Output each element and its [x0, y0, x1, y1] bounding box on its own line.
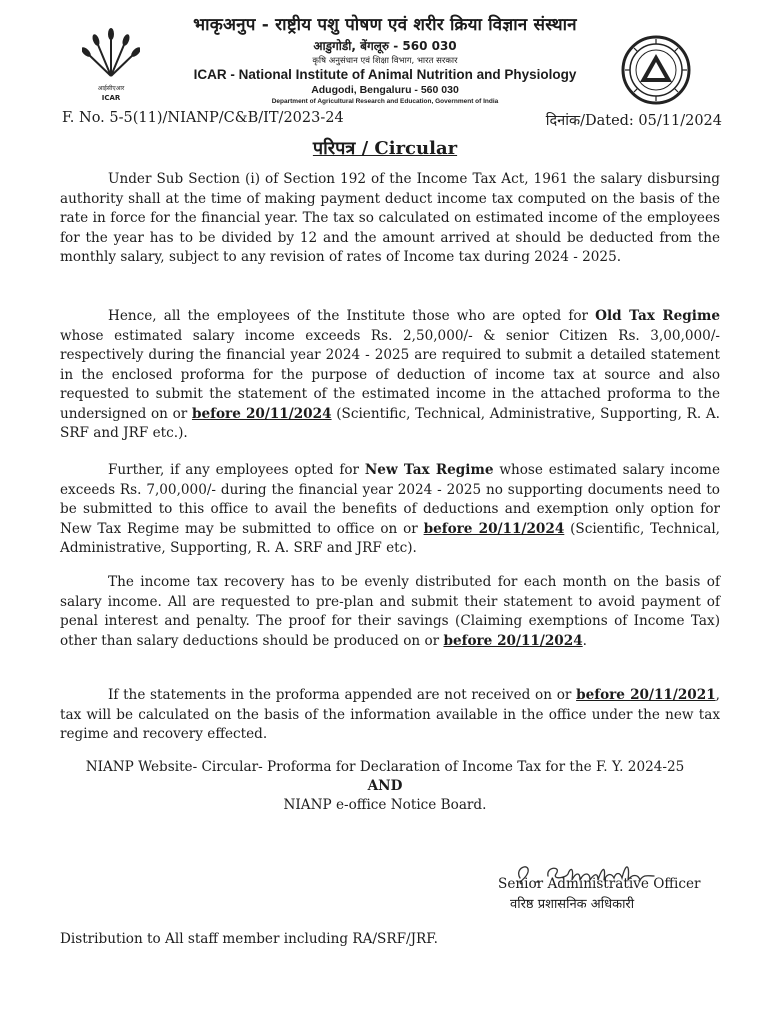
p3-text-2: whose estimated salary income exceeds Rs. 7,00,000/- during the financial year 2024 - 2025 no supporting documents need to be submitted to this office to avail the benefits of deductions and exemption only option for New Tax Regime may be submitted to office on or: [60, 462, 720, 537]
deadline-new-regime: before 20/11/2024: [423, 520, 565, 537]
p5-text-2: , tax will be calculated on the basis of the information available in the office under the new tax regime and recovery effected.: [60, 687, 720, 742]
reference-line: [62, 110, 722, 130]
circular-title: [0, 136, 770, 160]
department-hindi: कृषि अनुसंधान एवं शिक्षा विभाग, भारत सरकार: [312, 56, 458, 66]
department-english: Department of Agricultural Research and Education, Government of India: [271, 98, 499, 105]
paragraph-3: [60, 461, 720, 559]
p4-text-2: .: [582, 632, 587, 649]
paragraph-4: [60, 573, 720, 651]
institute-name-english: ICAR - National Institute of Animal Nutrition and Physiology: [193, 67, 577, 82]
deadline-old-regime: before 20/11/2024: [191, 405, 332, 422]
old-tax-regime-label: Old Tax Regime: [595, 308, 720, 324]
deadline-proof: before 20/11/2024: [443, 632, 583, 649]
institute-address-hindi: आडुगोडी, बेंगलूरु - 560 030: [313, 39, 457, 53]
paragraph-1: [60, 170, 720, 268]
p2-text-3: (Scientific, Technical, Administrative, Supporting, R. A. SRF and JRF etc.).: [60, 405, 720, 441]
p3-text-1: Further, if any employees opted for: [108, 462, 365, 478]
p3-text-3: (Scientific, Technical, Administrative, Supporting, R. A. SRF and JRF etc).: [60, 520, 720, 556]
circular-title-text: परिपत्र / Circular: [312, 138, 458, 159]
deadline-statements: before 20/11/2021: [576, 687, 716, 703]
p4-text-1: The income tax recovery has to be evenly distributed for each month on the basis of salary income. All are requested to pre-plan and submit their statement to avoid payment of penal interest and penalty. The proof for their savings (Claiming exemptions of Income Tax) other than salary deductions should be produced on or: [60, 574, 720, 649]
new-tax-regime-label: New Tax Regime: [364, 462, 494, 478]
publication-and: AND: [367, 778, 403, 794]
institute-name-hindi: भाकृअनुप - राष्ट्रीय पशु पोषण एवं शरीर क्रिया विज्ञान संस्थान: [193, 15, 577, 35]
paragraph-2: [60, 307, 720, 444]
paragraph-1-text: Under Sub Section (i) of Section 192 of the Income Tax Act, 1961 the salary disbursing authority shall at the time of making payment deduct income tax computed on the basis of the rate in force for the financial year. The tax so calculated on estimated income of the employees for the year has to be divided by 12 and the amount arrived at should be deducted from the monthly salary, subject to any revision of rates of Income tax during 2024 - 2025.: [60, 171, 720, 265]
publication-line-1: NIANP Website- Circular- Proforma for Declaration of Income Tax for the F. Y. 2024-25: [85, 759, 685, 775]
distribution-line: Distribution to All staff member including RA/SRF/JRF.: [60, 931, 438, 947]
svg-text:आईसीएआर: आईसीएआर: [97, 85, 125, 92]
p2-text-2: whose estimated salary income exceeds Rs. 2,50,000/- & senior Citizen Rs. 3,00,000/- respectively during the financial year 2024 - 2025 are required to submit a detailed statement in the enclosed proforma for the purpose of deduction of income tax at source and also requested to submit the statement of the estimated income in the attached proforma to the undersigned on or: [60, 327, 720, 422]
nianp-logo-icon: [620, 34, 692, 106]
paragraph-5: [60, 686, 720, 745]
svg-text:ICAR: ICAR: [101, 94, 121, 102]
institute-address-english: Adugodi, Bengaluru - 560 030: [311, 84, 459, 96]
p5-text-1: If the statements in the proforma appended are not received on or: [108, 687, 577, 703]
icar-logo-icon: [82, 26, 140, 104]
p2-text-1: Hence, all the employees of the Institute those who are opted for: [108, 308, 596, 324]
signatory-title-english: Senior Administrative Officer: [498, 876, 701, 892]
circular-date: दिनांक/Dated: 05/11/2024: [545, 113, 722, 129]
publication-line-2: NIANP e-office Notice Board.: [283, 797, 487, 813]
letterhead: [0, 8, 770, 104]
signatory-title-hindi: वरिष्ठ प्रशासनिक अधिकारी: [510, 897, 635, 912]
file-number: F. No. 5-5(11)/NIANP/C&B/IT/2023-24: [62, 110, 344, 126]
